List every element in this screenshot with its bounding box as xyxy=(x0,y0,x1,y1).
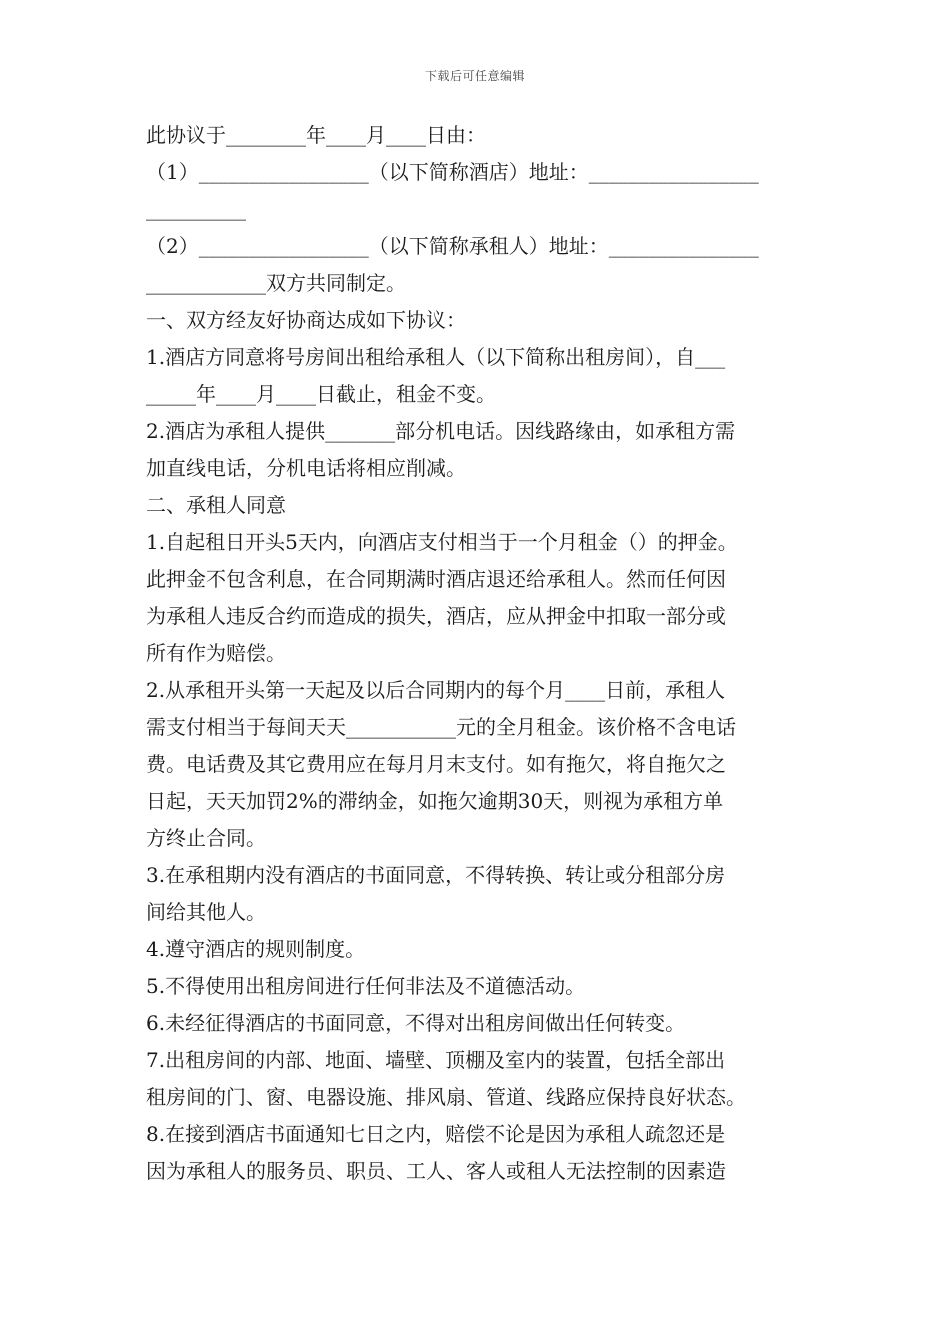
clause-2-1: 1.自起租日开头5天内，向酒店支付相当于一个月租金（）的押金。 xyxy=(146,530,738,554)
clause-1-2-continued: 加直线电话，分机电话将相应削减。 xyxy=(146,456,466,480)
document-body xyxy=(146,117,818,1190)
clause-2-7: 7.出租房间的内部、地面、墙壁、顶棚及室内的装置，包括全部出 xyxy=(146,1048,726,1072)
clause-2-2-continued: 方终止合同。 xyxy=(146,826,266,850)
clause-1-1: 1.酒店方同意将号房间出租给承租人（以下简称出租房间），自___ xyxy=(146,345,726,369)
clause-1-1-continued: _____年____月____日截止，租金不变。 xyxy=(146,382,496,406)
clause-2-5: 5.不得使用出租房间进行任何非法及不道德活动。 xyxy=(146,974,586,998)
clause-2-2: 2.从承租开头第一天起及以后合同期内的每个月____日前，承租人 xyxy=(146,678,726,702)
clause-2-3: 3.在承租期内没有酒店的书面同意，不得转换、转让或分租部分房 xyxy=(146,863,726,887)
clause-2-3-continued: 间给其他人。 xyxy=(146,900,266,924)
clause-2-1-continued: 此押金不包含利息，在合同期满时酒店退还给承租人。然而任何因 xyxy=(146,567,726,591)
clause-2-2-continued: 费。电话费及其它费用应在每月月末支付。如有拖欠，将自拖欠之 xyxy=(146,752,726,776)
clause-2-4: 4.遵守酒店的规则制度。 xyxy=(146,937,366,961)
header-note: 下载后可任意编辑 xyxy=(424,69,525,83)
clause-2-8-continued: 因为承租人的服务员、职员、工人、客人或租人无法控制的因素造 xyxy=(146,1159,726,1183)
clause-2-1-continued: 所有作为赔偿。 xyxy=(146,641,286,665)
clause-2-2-continued: 日起，天天加罚2%的滞纳金，如拖欠逾期30天，则视为承租方单 xyxy=(146,789,724,813)
party-1-line: （1）_________________（以下简称酒店）地址：_________________ xyxy=(146,160,759,184)
party-1-address-continued: __________ xyxy=(146,197,246,221)
section-1-heading: 一、双方经友好协商达成如下协议： xyxy=(146,308,466,332)
party-2-line: （2）_________________（以下简称承租人）地址：_______________ xyxy=(146,234,759,258)
clause-2-8: 8.在接到酒店书面通知七日之内，赔偿不论是因为承租人疏忽还是 xyxy=(146,1122,726,1146)
clause-2-2-continued: 需支付相当于每间天天___________元的全月租金。该价格不含电话 xyxy=(146,715,736,739)
agreement-date-line: 此协议于________年____月____日由： xyxy=(146,123,486,147)
party-2-address-continued: ____________双方共同制定。 xyxy=(146,271,406,295)
clause-2-7-continued: 租房间的门、窗、电器设施、排风扇、管道、线路应保持良好状态。 xyxy=(146,1085,746,1109)
section-2-heading: 二、承租人同意 xyxy=(146,493,286,517)
clause-1-2: 2.酒店为承租人提供_______部分机电话。因线路缘由，如承租方需 xyxy=(146,419,736,443)
clause-2-1-continued: 为承租人违反合约而造成的损失，酒店，应从押金中扣取一部分或 xyxy=(146,604,726,628)
clause-2-6: 6.未经征得酒店的书面同意，不得对出租房间做出任何转变。 xyxy=(146,1011,686,1035)
